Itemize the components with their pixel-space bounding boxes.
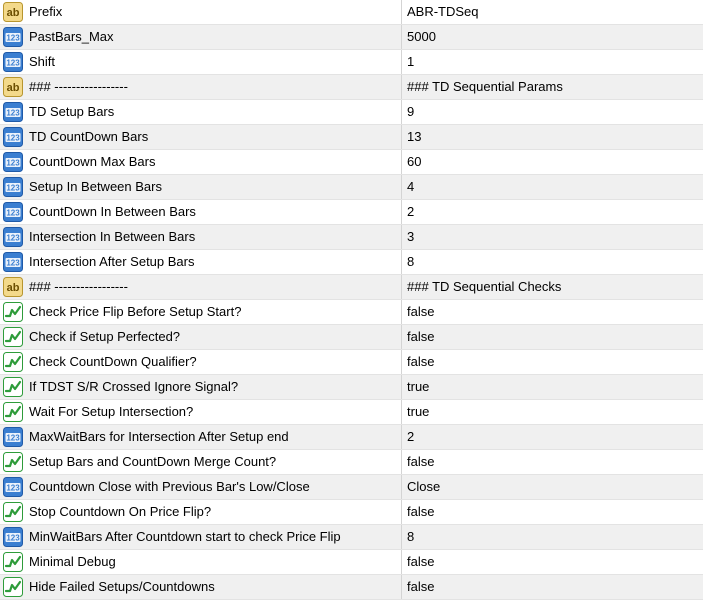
- parameter-value: false: [407, 354, 435, 369]
- parameter-row[interactable]: [0, 125, 703, 150]
- parameter-value: 13: [407, 129, 422, 144]
- parameter-value: 60: [407, 154, 422, 169]
- parameter-name: MinWaitBars After Countdown start to check Price Flip: [29, 529, 341, 544]
- parameter-name-cell[interactable]: [0, 125, 402, 149]
- parameter-row[interactable]: [0, 375, 703, 400]
- parameter-name: Wait For Setup Intersection?: [29, 404, 194, 419]
- parameter-value-cell[interactable]: [402, 450, 703, 474]
- parameter-value-cell[interactable]: [402, 0, 703, 24]
- parameter-value: ABR-TDSeq: [407, 4, 479, 19]
- parameter-value-cell[interactable]: [402, 150, 703, 174]
- parameter-name: Shift: [29, 54, 56, 69]
- parameter-row[interactable]: [0, 0, 703, 25]
- parameter-name-cell[interactable]: [0, 200, 402, 224]
- parameter-name-cell[interactable]: [0, 500, 402, 524]
- parameter-row[interactable]: [0, 400, 703, 425]
- parameter-row[interactable]: [0, 175, 703, 200]
- parameter-name-cell[interactable]: [0, 150, 402, 174]
- svg-text:123: 123: [6, 208, 20, 218]
- number-123-icon: [3, 477, 23, 497]
- parameter-value-cell[interactable]: [402, 225, 703, 249]
- parameter-name-cell[interactable]: [0, 450, 402, 474]
- parameter-name: Check Price Flip Before Setup Start?: [29, 304, 242, 319]
- parameter-value: ### TD Sequential Checks: [407, 279, 562, 294]
- boolean-toggle-icon: [3, 402, 23, 422]
- parameter-value-cell[interactable]: [402, 350, 703, 374]
- number-123-icon: [3, 227, 23, 247]
- parameter-name: Check CountDown Qualifier?: [29, 354, 197, 369]
- parameter-value-cell[interactable]: [402, 375, 703, 399]
- svg-text:123: 123: [6, 183, 20, 193]
- parameter-name: Intersection In Between Bars: [29, 229, 196, 244]
- parameter-row[interactable]: [0, 425, 703, 450]
- number-123-icon: [3, 52, 23, 72]
- parameter-row[interactable]: [0, 50, 703, 75]
- parameter-value-cell[interactable]: [402, 525, 703, 549]
- string-ab-icon: [3, 77, 23, 97]
- parameter-value: true: [407, 404, 430, 419]
- parameter-row[interactable]: [0, 550, 703, 575]
- parameter-name-cell[interactable]: [0, 350, 402, 374]
- parameter-name: CountDown Max Bars: [29, 154, 156, 169]
- parameter-value: Close: [407, 479, 441, 494]
- parameter-name: Intersection After Setup Bars: [29, 254, 195, 269]
- boolean-toggle-icon: [3, 302, 23, 322]
- parameter-name-cell[interactable]: [0, 75, 402, 99]
- parameter-value: 8: [407, 529, 415, 544]
- parameter-value-cell[interactable]: [402, 125, 703, 149]
- parameter-value-cell[interactable]: [402, 400, 703, 424]
- parameter-name-cell[interactable]: [0, 525, 402, 549]
- parameter-value: 2: [407, 429, 415, 444]
- svg-text:ab: ab: [6, 7, 20, 19]
- parameter-value: 3: [407, 229, 415, 244]
- parameter-value-cell[interactable]: [402, 100, 703, 124]
- string-ab-icon: [3, 277, 23, 297]
- parameter-name-cell[interactable]: [0, 425, 402, 449]
- parameter-value: true: [407, 379, 430, 394]
- number-123-icon: [3, 152, 23, 172]
- parameter-value-cell[interactable]: [402, 500, 703, 524]
- parameter-value: 1: [407, 54, 415, 69]
- parameter-name: If TDST S/R Crossed Ignore Signal?: [29, 379, 239, 394]
- parameter-value-cell[interactable]: [402, 50, 703, 74]
- parameter-name-cell[interactable]: [0, 250, 402, 274]
- parameter-name: ### -----------------: [29, 79, 128, 94]
- parameter-name-cell[interactable]: [0, 325, 402, 349]
- number-123-icon: [3, 427, 23, 447]
- parameter-value: false: [407, 579, 435, 594]
- parameter-name: Countdown Close with Previous Bar's Low/Close: [29, 479, 310, 494]
- parameter-value-cell[interactable]: [402, 250, 703, 274]
- parameter-row[interactable]: [0, 75, 703, 100]
- parameter-row[interactable]: [0, 150, 703, 175]
- parameter-name-cell[interactable]: [0, 400, 402, 424]
- parameter-name-cell[interactable]: [0, 575, 402, 599]
- parameter-name: Stop Countdown On Price Flip?: [29, 504, 212, 519]
- parameter-row[interactable]: [0, 325, 703, 350]
- boolean-toggle-icon: [3, 552, 23, 572]
- parameter-name-cell[interactable]: [0, 375, 402, 399]
- parameter-value-cell[interactable]: [402, 175, 703, 199]
- boolean-toggle-icon: [3, 352, 23, 372]
- parameter-name: Hide Failed Setups/Countdowns: [29, 579, 215, 594]
- parameter-name: Prefix: [29, 4, 63, 19]
- parameter-row[interactable]: [0, 25, 703, 50]
- parameter-row[interactable]: [0, 575, 703, 600]
- parameter-name: Check if Setup Perfected?: [29, 329, 181, 344]
- string-ab-icon: [3, 2, 23, 22]
- parameter-value: 8: [407, 254, 415, 269]
- number-123-icon: [3, 527, 23, 547]
- parameter-value-cell[interactable]: [402, 75, 703, 99]
- parameter-row[interactable]: [0, 500, 703, 525]
- parameter-row[interactable]: [0, 250, 703, 275]
- parameter-row[interactable]: [0, 275, 703, 300]
- svg-text:123: 123: [6, 233, 20, 243]
- number-123-icon: [3, 27, 23, 47]
- parameter-name-cell[interactable]: [0, 50, 402, 74]
- parameter-value-cell[interactable]: [402, 200, 703, 224]
- boolean-toggle-icon: [3, 327, 23, 347]
- parameter-row[interactable]: [0, 100, 703, 125]
- parameter-value: false: [407, 304, 435, 319]
- svg-text:123: 123: [6, 33, 20, 43]
- parameter-row[interactable]: [0, 200, 703, 225]
- parameter-value: 4: [407, 179, 415, 194]
- parameter-name-cell[interactable]: [0, 275, 402, 299]
- svg-text:123: 123: [6, 483, 20, 493]
- boolean-toggle-icon: [3, 502, 23, 522]
- parameter-value-cell[interactable]: [402, 300, 703, 324]
- parameter-name: CountDown In Between Bars: [29, 204, 196, 219]
- parameter-name: TD Setup Bars: [29, 104, 115, 119]
- parameter-row[interactable]: [0, 225, 703, 250]
- parameter-value: false: [407, 454, 435, 469]
- parameter-name: Setup In Between Bars: [29, 179, 162, 194]
- parameter-name: Setup Bars and CountDown Merge Count?: [29, 454, 277, 469]
- parameter-row[interactable]: [0, 350, 703, 375]
- parameter-name: Minimal Debug: [29, 554, 116, 569]
- parameter-name: ### -----------------: [29, 279, 128, 294]
- parameter-name-cell[interactable]: [0, 475, 402, 499]
- parameter-name: MaxWaitBars for Intersection After Setup end: [29, 429, 289, 444]
- parameter-row[interactable]: [0, 525, 703, 550]
- parameter-value-cell[interactable]: [402, 275, 703, 299]
- parameter-row[interactable]: [0, 300, 703, 325]
- parameter-value: false: [407, 504, 435, 519]
- parameter-value: false: [407, 329, 435, 344]
- boolean-toggle-icon: [3, 452, 23, 472]
- parameter-value-cell[interactable]: [402, 475, 703, 499]
- parameter-value: false: [407, 554, 435, 569]
- parameter-row[interactable]: [0, 450, 703, 475]
- parameter-value: 2: [407, 204, 415, 219]
- svg-text:123: 123: [6, 58, 20, 68]
- number-123-icon: [3, 127, 23, 147]
- svg-text:123: 123: [6, 533, 20, 543]
- number-123-icon: [3, 177, 23, 197]
- parameter-name: TD CountDown Bars: [29, 129, 149, 144]
- boolean-toggle-icon: [3, 577, 23, 597]
- number-123-icon: [3, 252, 23, 272]
- parameter-name-cell[interactable]: [0, 100, 402, 124]
- parameter-name-cell[interactable]: [0, 225, 402, 249]
- number-123-icon: [3, 102, 23, 122]
- svg-text:123: 123: [6, 258, 20, 268]
- svg-text:123: 123: [6, 108, 20, 118]
- parameter-value-cell[interactable]: [402, 25, 703, 49]
- parameter-row[interactable]: [0, 475, 703, 500]
- svg-text:123: 123: [6, 133, 20, 143]
- parameter-value-cell[interactable]: [402, 425, 703, 449]
- parameter-value: 9: [407, 104, 415, 119]
- svg-text:123: 123: [6, 433, 20, 443]
- parameter-name-cell[interactable]: [0, 0, 402, 24]
- svg-text:123: 123: [6, 158, 20, 168]
- parameter-name-cell[interactable]: [0, 550, 402, 574]
- svg-text:ab: ab: [6, 82, 20, 94]
- parameter-name-cell[interactable]: [0, 25, 402, 49]
- parameter-name: PastBars_Max: [29, 29, 114, 44]
- number-123-icon: [3, 202, 23, 222]
- svg-text:ab: ab: [6, 282, 20, 294]
- parameter-value: ### TD Sequential Params: [407, 79, 563, 94]
- boolean-toggle-icon: [3, 377, 23, 397]
- parameter-value-cell[interactable]: [402, 550, 703, 574]
- parameter-value-cell[interactable]: [402, 325, 703, 349]
- parameter-name-cell[interactable]: [0, 175, 402, 199]
- parameter-value-cell[interactable]: [402, 575, 703, 599]
- parameter-name-cell[interactable]: [0, 300, 402, 324]
- parameter-value: 5000: [407, 29, 436, 44]
